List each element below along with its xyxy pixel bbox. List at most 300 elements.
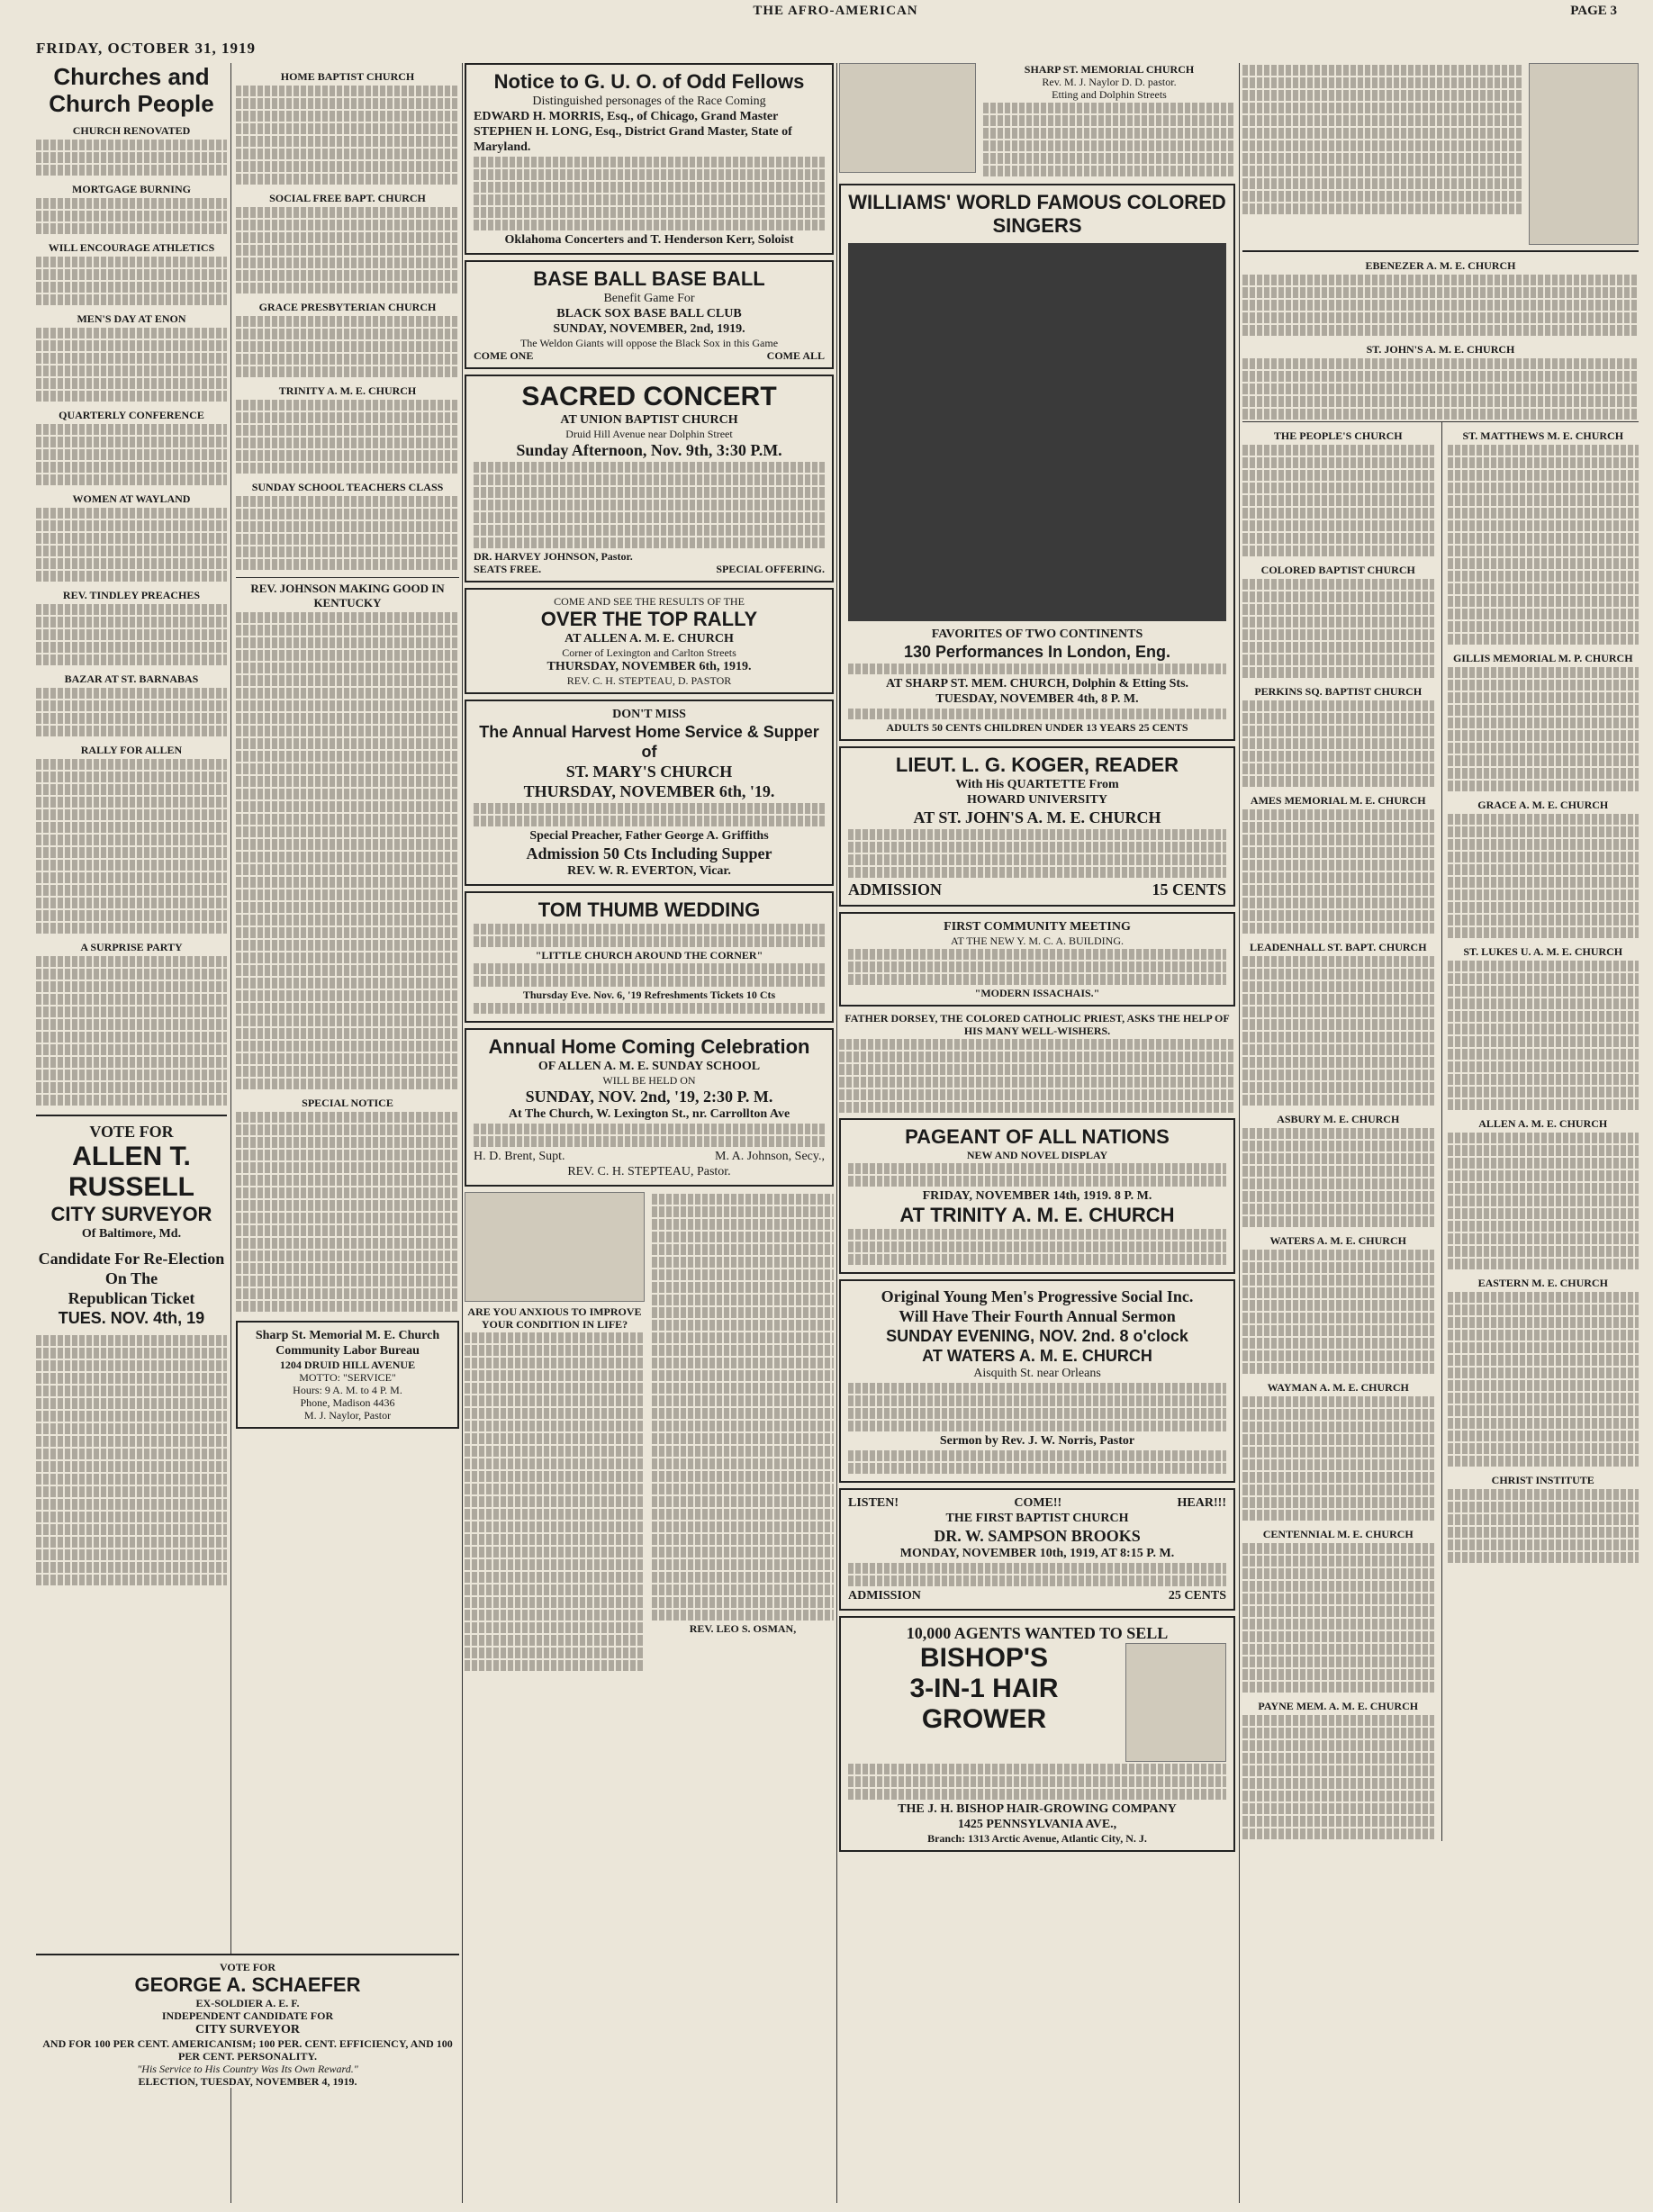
illegible-text-line (474, 936, 825, 947)
illegible-text-line (1448, 1246, 1639, 1257)
singers-date: TUESDAY, NOVEMBER 4th, 8 P. M. (935, 692, 1139, 706)
illegible-text-line (36, 269, 227, 280)
notice-heading: SPECIAL NOTICE (302, 1097, 393, 1109)
illegible-text-line (1242, 300, 1639, 311)
illegible-text-line (36, 378, 227, 389)
illegible-text-line (848, 1408, 1226, 1419)
illegible-text-line (1242, 77, 1523, 88)
illegible-text-line (1448, 781, 1639, 791)
illegible-text-line (652, 1257, 834, 1268)
illegible-text-line (1242, 1485, 1434, 1495)
illegible-text-line (652, 1471, 834, 1482)
illegible-text-line (236, 927, 459, 938)
harvest-church: ST. MARY'S CHURCH (565, 763, 733, 781)
illegible-text-line (36, 140, 227, 150)
illegible-text-line (1448, 1099, 1639, 1110)
illegible-text-line (236, 713, 459, 724)
illegible-text-line (1448, 1539, 1639, 1550)
odd-fellows-notice (465, 63, 834, 255)
church-heading: ASBURY M. E. CHURCH (1277, 1113, 1400, 1125)
illegible-text-line (652, 1597, 834, 1608)
labor-bureau-ad (236, 1321, 459, 1429)
illegible-text-line (236, 521, 459, 532)
singers-photo (848, 243, 1226, 621)
vote-head: VOTE FOR (89, 1123, 174, 1141)
illegible-text-line (1448, 609, 1639, 619)
bishop-name: BISHOP'S (919, 1643, 1049, 1673)
illegible-text-line (1448, 1368, 1639, 1378)
illegible-text-line (1242, 1191, 1434, 1202)
illegible-text-line (1448, 1259, 1639, 1269)
illegible-text-line (848, 854, 1226, 865)
illegible-text-line (36, 198, 227, 209)
news-headline: A SURPRISE PARTY (80, 941, 183, 953)
illegible-text-line (1448, 1036, 1639, 1047)
illegible-text-line (1242, 65, 1523, 76)
illegible-text-line (1448, 1380, 1639, 1391)
illegible-text-line (1242, 885, 1434, 896)
illegible-text-line (1448, 864, 1639, 875)
illegible-text-line (652, 1282, 834, 1293)
illegible-text-line (474, 207, 825, 218)
illegible-text-line (236, 463, 459, 474)
bishop-product: GROWER (921, 1704, 1047, 1734)
illegible-text-line (652, 1446, 834, 1457)
harvest-home-ad (465, 700, 834, 886)
illegible-text-line (983, 115, 1235, 126)
church-heading: CENTENNIAL M. E. CHURCH (1262, 1528, 1414, 1540)
illegible-text-line (1448, 1489, 1639, 1500)
rally-line: COME AND SEE THE RESULTS OF THE (554, 595, 745, 608)
illegible-text-line (36, 1512, 227, 1522)
illegible-text-line (1242, 1778, 1434, 1789)
illegible-text-line (236, 546, 459, 557)
illegible-text-line (1448, 1502, 1639, 1512)
illegible-text-line (1242, 103, 1523, 113)
dateline: FRIDAY, OCTOBER 31, 1919 (36, 40, 256, 57)
illegible-text-line (474, 963, 825, 974)
illegible-text-line (1448, 558, 1639, 569)
youngmen-line: Will Have Their Fourth Annual Sermon (899, 1307, 1176, 1325)
news-headline: MEN'S DAY AT ENON (77, 312, 186, 325)
illegible-text-line (652, 1232, 834, 1242)
illegible-text-line (1242, 655, 1434, 665)
illegible-text-line (1242, 1568, 1434, 1579)
illegible-text-line (36, 1524, 227, 1535)
meeting-line: AT THE NEW Y. M. C. A. BUILDING. (950, 934, 1124, 947)
illegible-text-line (465, 1585, 645, 1595)
bureau-hours: Hours: 9 A. M. to 4 P. M. (293, 1384, 402, 1396)
illegible-text-line (465, 1534, 645, 1545)
illegible-text-line (1242, 1363, 1434, 1374)
city: Of Baltimore, Md. (81, 1227, 182, 1241)
illegible-text-line (474, 1124, 825, 1134)
illegible-text-line (36, 1436, 227, 1447)
illegible-text-line (1242, 358, 1639, 369)
illegible-text-line (36, 822, 227, 833)
illegible-text-line (474, 220, 825, 230)
illegible-text-line (36, 1423, 227, 1434)
notice-sub: Distinguished personages of the Race Coming (532, 95, 766, 108)
illegible-text-line (236, 1041, 459, 1052)
illegible-text-line (1242, 1472, 1434, 1483)
illegible-text-line (1448, 583, 1639, 594)
church-address: Etting and Dolphin Streets (1052, 88, 1167, 101)
harvest-line: DON'T MISS (612, 708, 686, 721)
illegible-text-line (474, 512, 825, 523)
illegible-text-line (1242, 1447, 1434, 1458)
baseball-ad (465, 260, 834, 369)
church-heading: ST. JOHN'S A. M. E. CHURCH (1366, 343, 1515, 356)
baseball-come-all: COME ALL (766, 349, 825, 362)
illegible-text-line (465, 1496, 645, 1507)
illegible-text-line (36, 797, 227, 808)
rally-pastor: REV. C. H. STEPTEAU, D. PASTOR (566, 674, 732, 687)
illegible-text-line (1448, 814, 1639, 825)
illegible-text-line (236, 688, 459, 699)
church-heading: PAYNE MEM. A. M. E. CHURCH (1258, 1700, 1419, 1712)
church-heading: GRACE A. M. E. CHURCH (1477, 799, 1609, 811)
illegible-text-line (474, 537, 825, 548)
illegible-text-line (848, 1789, 1226, 1800)
church-heading: PERKINS SQ. BAPTIST CHURCH (1254, 685, 1423, 698)
illegible-text-line (465, 1572, 645, 1583)
illegible-text-line (36, 366, 227, 376)
rally-line: AT ALLEN A. M. E. CHURCH (565, 632, 734, 646)
illegible-text-line (848, 1463, 1226, 1474)
illegible-text-line (1242, 1644, 1434, 1655)
illegible-text-line (983, 140, 1235, 151)
on-line: On The (104, 1269, 158, 1287)
community-meeting-ad (839, 912, 1235, 1007)
illegible-text-line (1448, 533, 1639, 544)
illegible-text-line (36, 726, 227, 736)
illegible-text-line (1242, 667, 1434, 678)
pageant-line: NEW AND NOVEL DISPLAY (966, 1149, 1108, 1161)
illegible-text-line (1242, 923, 1434, 934)
illegible-text-line (1242, 981, 1434, 992)
koger-line: With His QUARTETTE From (955, 778, 1119, 791)
news-headline: BAZAR AT ST. BARNABAS (64, 673, 199, 685)
illegible-text-line (36, 1562, 227, 1573)
illegible-text-line (1242, 738, 1434, 749)
singers-venue: AT SHARP ST. MEM. CHURCH, Dolphin & Etting Sts. (885, 677, 1189, 691)
illegible-text-line (1242, 1396, 1434, 1407)
column-rule (836, 63, 837, 2203)
page-number: PAGE 3 (1570, 4, 1617, 18)
bishop-address: 1425 PENNSYLVANIA AVE., (957, 1818, 1117, 1831)
illegible-text-line (1242, 1669, 1434, 1680)
illegible-text-line (36, 981, 227, 992)
illegible-text-line (236, 1028, 459, 1039)
illegible-text-line (474, 1003, 825, 1014)
church-heading: LEADENHALL ST. BAPT. CHURCH (1249, 941, 1427, 953)
illegible-text-line (474, 976, 825, 987)
illegible-text-line (1448, 1514, 1639, 1525)
illegible-text-line (236, 1066, 459, 1077)
illegible-text-line (236, 675, 459, 686)
illegible-text-line (1242, 1594, 1434, 1604)
illegible-text-line (36, 1373, 227, 1384)
illegible-text-line (839, 1077, 1235, 1088)
illegible-text-line (36, 1057, 227, 1068)
illegible-text-line (848, 829, 1226, 840)
illegible-text-line (474, 924, 825, 934)
listen-admission: ADMISSION (848, 1589, 921, 1603)
illegible-text-line (36, 1537, 227, 1548)
church-heading: EBENEZER A. M. E. CHURCH (1365, 259, 1516, 272)
illegible-text-line (1242, 1216, 1434, 1227)
illegible-text-line (652, 1244, 834, 1255)
mail-order-ad (465, 1192, 834, 1673)
illegible-text-line (652, 1433, 834, 1444)
illegible-text-line (1448, 1292, 1639, 1303)
concert-pastor: DR. HARVEY JOHNSON, Pastor. (474, 550, 633, 563)
illegible-text-line (36, 424, 227, 435)
illegible-text-line (652, 1408, 834, 1419)
illegible-text-line (1242, 470, 1434, 481)
illegible-text-line (1448, 1049, 1639, 1060)
illegible-text-line (236, 86, 459, 96)
illegible-text-line (1242, 1791, 1434, 1801)
illegible-text-line (236, 1003, 459, 1014)
illegible-text-line (1448, 634, 1639, 645)
illegible-text-line (1448, 571, 1639, 582)
illegible-text-line (236, 776, 459, 787)
candidate-line: Candidate For Re-Election (38, 1250, 225, 1268)
illegible-text-line (1448, 470, 1639, 481)
illegible-text-line (1448, 1196, 1639, 1206)
illegible-text-line (236, 814, 459, 825)
illegible-text-line (1448, 1221, 1639, 1232)
illegible-text-line (1242, 1313, 1434, 1323)
singers-line: 130 Performances In London, Eng. (903, 643, 1171, 661)
illegible-text-line (1448, 877, 1639, 888)
illegible-text-line (36, 642, 227, 653)
illegible-text-line (236, 940, 459, 951)
baseball-line: Benefit Game For (603, 292, 695, 305)
harvest-date: THURSDAY, NOVEMBER 6th, '19. (523, 782, 775, 800)
illegible-text-line (36, 1386, 227, 1396)
illegible-text-line (236, 98, 459, 109)
church-heading: WATERS A. M. E. CHURCH (1269, 1234, 1406, 1247)
illegible-text-line (36, 956, 227, 967)
illegible-text-line (1242, 1828, 1434, 1839)
woman-portrait-icon (1125, 1643, 1226, 1762)
masthead (36, 0, 1635, 23)
illegible-text-line (236, 341, 459, 352)
illegible-text-line (236, 509, 459, 519)
news-headline: WILL ENCOURAGE ATHLETICS (48, 241, 215, 254)
illegible-text-line (236, 496, 459, 507)
illegible-text-line (1242, 1409, 1434, 1420)
illegible-text-line (1448, 457, 1639, 468)
illegible-text-line (236, 877, 459, 888)
illegible-text-line (1242, 1338, 1434, 1349)
illegible-text-line (848, 842, 1226, 853)
illegible-text-line (36, 546, 227, 556)
illegible-text-line (36, 860, 227, 871)
illegible-text-line (236, 245, 459, 256)
illegible-text-line (1242, 1422, 1434, 1432)
bishop-agents: 10,000 AGENTS WANTED TO SELL (906, 1624, 1169, 1642)
illegible-text-line (1448, 889, 1639, 900)
illegible-text-line (1242, 1275, 1434, 1286)
illegible-text-line (1242, 713, 1434, 724)
illegible-text-line (1242, 191, 1523, 202)
illegible-text-line (1242, 1556, 1434, 1566)
illegible-text-line (1242, 898, 1434, 908)
illegible-text-line (36, 923, 227, 934)
illegible-text-line (1242, 1510, 1434, 1521)
illegible-text-line (1242, 860, 1434, 871)
rally-date: THURSDAY, NOVEMBER 6th, 1919. (546, 660, 752, 673)
singers-title: WILLIAMS' WORLD FAMOUS COLORED SINGERS (848, 191, 1226, 237)
illegible-text-line (983, 103, 1235, 113)
youngmen-title: Original Young Men's Progressive Social Inc. (881, 1287, 1194, 1305)
illegible-text-line (1448, 986, 1639, 997)
illegible-text-line (1242, 809, 1434, 820)
hear-word: HEAR!!! (1177, 1496, 1226, 1510)
illegible-text-line (1242, 1007, 1434, 1017)
illegible-text-line (1242, 1543, 1434, 1554)
bureau-phone: Phone, Madison 4436 (300, 1396, 395, 1409)
illegible-text-line (36, 629, 227, 640)
illegible-text-line (236, 425, 459, 436)
illegible-text-line (236, 220, 459, 230)
illegible-text-line (848, 962, 1226, 972)
illegible-text-line (839, 1052, 1235, 1062)
illegible-text-line (36, 1411, 227, 1422)
rally-line: Corner of Lexington and Carlton Streets (562, 646, 736, 659)
homecoming-date: SUNDAY, NOV. 2nd, '19, 2:30 P. M. (525, 1088, 773, 1106)
illegible-text-line (36, 462, 227, 473)
singers-prices: ADULTS 50 CENTS CHILDREN UNDER 13 YEARS 25 CENTS (886, 721, 1188, 734)
illegible-text-line (465, 1547, 645, 1557)
illegible-text-line (1448, 1024, 1639, 1034)
illegible-text-line (1242, 776, 1434, 787)
illegible-text-line (839, 1089, 1235, 1100)
column-rule (462, 63, 463, 2203)
illegible-text-line (36, 533, 227, 544)
illegible-text-line (236, 1288, 459, 1299)
illegible-text-line (36, 713, 227, 724)
illegible-text-line (236, 1238, 459, 1249)
illegible-text-line (848, 709, 1226, 719)
illegible-text-line (652, 1332, 834, 1343)
illegible-text-line (236, 1263, 459, 1274)
illegible-text-line (1242, 1095, 1434, 1106)
illegible-text-line (36, 1461, 227, 1472)
illegible-text-line (1242, 1740, 1434, 1751)
illegible-text-line (1242, 1057, 1434, 1068)
illegible-text-line (236, 366, 459, 377)
illegible-text-line (839, 1102, 1235, 1113)
office: CITY SURVEYOR (194, 2023, 301, 2036)
youngmen-date: SUNDAY EVENING, NOV. 2nd. 8 o'clock (886, 1327, 1188, 1345)
illegible-text-line (474, 157, 825, 167)
notice-title: Notice to G. U. O. of Odd Fellows (493, 70, 805, 93)
illegible-text-line (465, 1358, 645, 1368)
illegible-text-line (652, 1509, 834, 1520)
bishop-company: THE J. H. BISHOP HAIR-GROWING COMPANY (898, 1802, 1177, 1816)
ad-signature: REV. LEO S. OSMAN, (689, 1622, 797, 1635)
illegible-text-line (652, 1484, 834, 1494)
illegible-text-line (1448, 826, 1639, 837)
illegible-text-line (36, 1032, 227, 1043)
illegible-text-line (236, 149, 459, 159)
illegible-text-line (36, 558, 227, 569)
illegible-text-line (236, 612, 459, 623)
illegible-text-line (36, 655, 227, 665)
baseball-date: SUNDAY, NOVEMBER, 2nd, 1919. (553, 322, 745, 336)
illegible-text-line (839, 1039, 1235, 1050)
bishop-product: 3-IN-1 HAIR (909, 1674, 1059, 1703)
line: "His Service to His Country Was Its Own Reward." (137, 2063, 358, 2075)
listen-speaker: DR. W. SAMPSON BROOKS (934, 1527, 1141, 1545)
illegible-text-line (236, 965, 459, 976)
illegible-text-line (1448, 1431, 1639, 1441)
illegible-text-line (1242, 520, 1434, 531)
illegible-text-line (1242, 312, 1639, 323)
vote-head: VOTE FOR (219, 1961, 276, 1973)
illegible-text-line (1448, 1527, 1639, 1538)
church-building-icon (839, 63, 976, 173)
illegible-text-line (36, 294, 227, 305)
illegible-text-line (1242, 1070, 1434, 1080)
illegible-text-line (236, 1213, 459, 1223)
illegible-text-line (236, 438, 459, 448)
illegible-text-line (474, 182, 825, 193)
illegible-text-line (36, 1007, 227, 1017)
illegible-text-line (36, 847, 227, 858)
illegible-text-line (652, 1370, 834, 1381)
illegible-text-line (236, 700, 459, 711)
harvest-admission: Admission 50 Cts Including Supper (526, 844, 772, 862)
illegible-text-line (652, 1395, 834, 1406)
illegible-text-line (236, 738, 459, 749)
young-mens-sermon-ad (839, 1279, 1235, 1483)
illegible-text-line (36, 1070, 227, 1080)
illegible-text-line (36, 1474, 227, 1485)
illegible-text-line (1448, 902, 1639, 913)
illegible-text-line (1448, 667, 1639, 678)
illegible-text-line (848, 1395, 1226, 1406)
news-headline: CHURCH RENOVATED (72, 124, 191, 137)
illegible-text-line (36, 211, 227, 221)
harvest-preacher: Special Preacher, Father George A. Griffiths (529, 829, 769, 843)
illegible-text-line (36, 809, 227, 820)
notice-person: EDWARD H. MORRIS, Esq., of Chicago, Grand Master (474, 110, 779, 123)
concert-offering: SPECIAL OFFERING. (716, 563, 825, 575)
illegible-text-line (1448, 680, 1639, 691)
illegible-text-line (36, 617, 227, 627)
illegible-text-line (1448, 495, 1639, 506)
illegible-text-line (1242, 1250, 1434, 1260)
illegible-text-line (983, 166, 1235, 176)
illegible-text-line (652, 1572, 834, 1583)
illegible-text-line (236, 751, 459, 762)
pageant-venue: AT TRINITY A. M. E. CHURCH (899, 1204, 1175, 1226)
illegible-text-line (1242, 287, 1639, 298)
illegible-text-line (848, 1254, 1226, 1265)
illegible-text-line (236, 174, 459, 185)
meeting-subject: "MODERN ISSACHAIS." (974, 987, 1100, 999)
illegible-text-line (652, 1358, 834, 1368)
illegible-text-line (474, 803, 825, 814)
line: AND FOR 100 PER CENT. AMERICANISM; 100 PER. CENT. EFFICIENCY, AND 100 PER CENT. PERSONALITY. (42, 2037, 453, 2063)
illegible-text-line (1448, 1418, 1639, 1429)
